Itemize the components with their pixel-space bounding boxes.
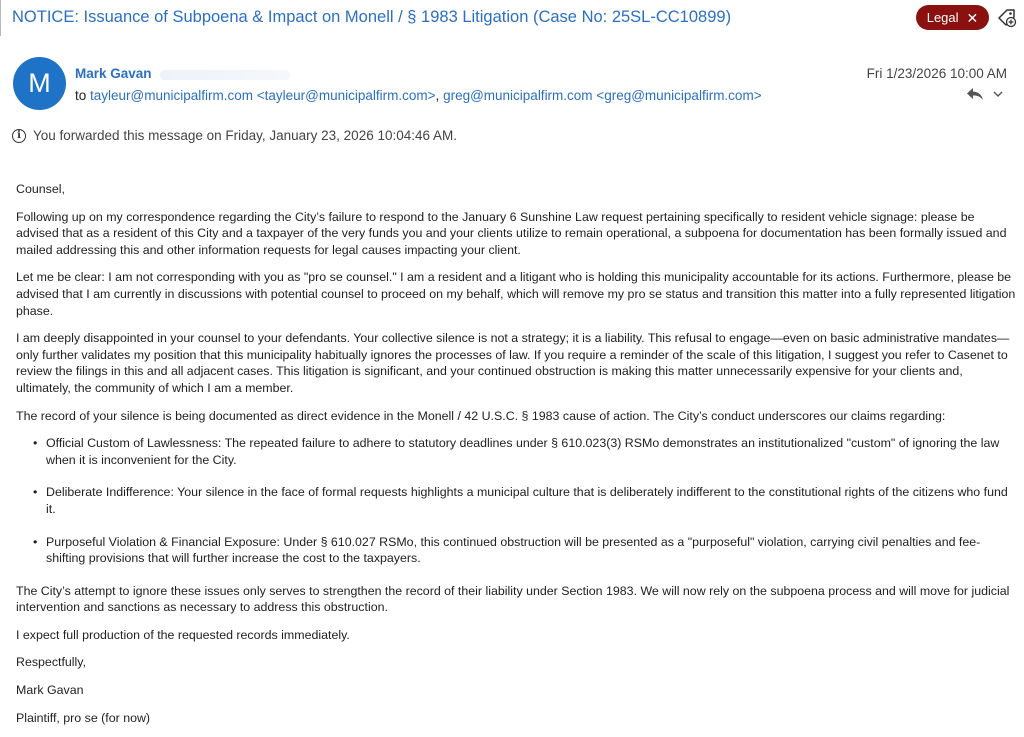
recipients-prefix: to: [75, 88, 87, 103]
claims-list-item: • Deliberate Indifference: Your silence in the face of formal requests highlights a municipal culture that is deliberately indifferent to the constitutional rights of the citizens who fund it.: [16, 484, 1016, 517]
signature-title: Plaintiff, pro se (for now): [16, 710, 151, 725]
body-paragraph: The City’s attempt to ignore these issues only serves to strengthen the record of their liability under Section 1983. We will now rely on the subpoena process and will move for judicial intervention and sanctions as necessary to address this obstruction.: [16, 583, 1010, 615]
reply-icon[interactable]: [965, 86, 985, 102]
claims-list: [16, 435, 1016, 567]
signoff: Respectfully,: [16, 655, 87, 670]
forwarded-notice-text: You forwarded this message on Friday, January 23, 2026 10:04:46 AM.: [33, 128, 458, 143]
body-paragraph: The record of your silence is being documented as direct evidence in the Monell / 42 U.S.C. § 1983 cause of action. The City’s conduct underscores our claims regarding:: [16, 408, 946, 423]
greeting: Counsel,: [16, 182, 65, 196]
body-paragraph: I expect full production of the requested records immediately.: [16, 627, 350, 642]
message-body: [16, 181, 1016, 737]
sender-avatar: M: [13, 57, 66, 110]
claims-list-item: • Official Custom of Lawlessness: The repeated failure to adhere to statutory deadlines under § 610.023(3) RSMo demonstrates an institutionalized "custom" of ignoring the law when it is inconvenient for the City.: [16, 435, 1016, 468]
forwarded-notice: [12, 128, 457, 143]
claims-list-item: • Purposeful Violation & Financial Exposure: Under § 610.027 RSMo, this continued obstruction will be presented as a "purposeful" violation, carrying civil penalties and fee-shifting provisions that will further increase the cost to the taxpayers.: [16, 534, 1016, 567]
body-paragraph: I am deeply disappointed in your counsel to your defendants. Your collective silence is not a strategy; it is a liability. This refusal to engage—even on basic administrative mandates—only further validates my position that this municipality habitually ignores the processes of law. If you require a reminder of the scale of this litigation, I suggest you refer to Casenet to review the filings in this and all adjacent cases. This litigation is significant, and your continued obstruction is making this matter unnecessarily expensive for your clients and, ultimately, the community of which I am a member.: [16, 331, 1010, 395]
recipient-separator: ,: [435, 88, 444, 103]
add-tag-icon[interactable]: [996, 7, 1018, 29]
recipients-line: [75, 88, 762, 103]
category-tag-label: Legal: [926, 10, 959, 25]
email-subject: NOTICE: Issuance of Subpoena & Impact on Monell / § 1983 Litigation (Case No: 25SL-CC10899): [12, 8, 732, 26]
tag-remove-icon[interactable]: ✕: [966, 9, 979, 26]
recipient-address[interactable]: greg@municipalfirm.com <greg@municipalfirm.com>: [443, 88, 762, 103]
recipient-address[interactable]: tayleur@municipalfirm.com <tayleur@municipalfirm.com>: [90, 88, 436, 103]
body-paragraph: Following up on my correspondence regarding the City’s failure to respond to the January 6 Sunshine Law request pertaining specifically to resident vehicle signage: please be advised that as a resident of this City and a taxpayer of the very funds you and your clients utilize to remain operational, a subpoena for documentation has been formally issued and mailed addressing this and other information requests for legal causes impacting your client.: [16, 209, 1007, 257]
chevron-down-icon[interactable]: [992, 89, 1004, 99]
redacted-sender-address: [160, 70, 290, 80]
info-icon: i: [12, 129, 26, 143]
signature-name: Mark Gavan: [16, 683, 84, 698]
body-paragraph: Let me be clear: I am not corresponding with you as "pro se counsel." I am a resident and a litigant who is holding this municipality accountable for its actions. Furthermore, please be advised that I am currently in discussions with potential counsel to proceed on my behalf, which will remove my pro se status and transition this matter into a fully represented litigation phase.: [16, 270, 1016, 318]
subject-bar: [0, 0, 1024, 36]
message-datetime: Fri 1/23/2026 10:00 AM: [866, 66, 1007, 81]
category-tag-legal[interactable]: [916, 5, 989, 30]
sender-name[interactable]: Mark Gavan: [75, 66, 152, 81]
